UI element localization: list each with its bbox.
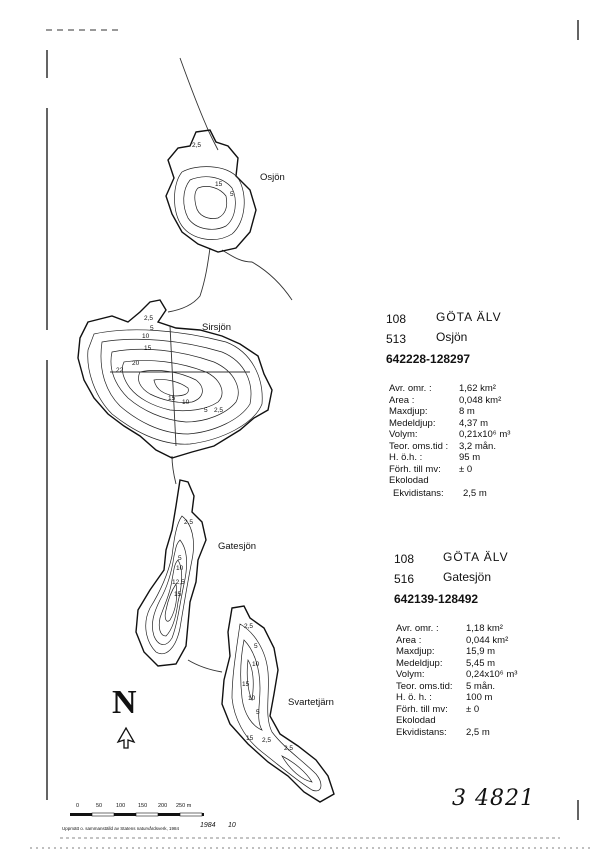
river-number: 108	[386, 312, 407, 326]
stats-labels	[389, 383, 448, 487]
lake-name-gatesjon: Gatesjön	[218, 541, 257, 552]
scale-bar	[70, 813, 204, 816]
lake-title: Gatesjön	[443, 570, 492, 584]
stat-label: Teor. oms.tid:	[396, 680, 453, 692]
depth-label: 15	[215, 181, 223, 188]
river-number: 108	[394, 552, 415, 566]
stream	[172, 456, 176, 484]
stream	[168, 248, 210, 312]
depth-label: 2,5	[262, 737, 272, 744]
stat-value: 5 mån.	[466, 680, 496, 692]
stat-label: Förh. till mv:	[396, 703, 448, 715]
depth-label: 5	[178, 555, 182, 562]
stats-values	[459, 383, 510, 475]
stat-label: Area :	[396, 634, 422, 646]
stat-label: H. ö. h. :	[396, 692, 432, 703]
stat-label: Medeldjup:	[396, 657, 443, 669]
stat-label: Förh. till mv:	[389, 463, 441, 475]
north-arrow	[118, 728, 134, 748]
stat-value: 0,21x10⁶ m³	[459, 429, 511, 440]
depth-label: 5	[150, 325, 154, 332]
depth-label: 12,5	[172, 579, 185, 586]
stat-value: 2,5 m	[463, 488, 487, 499]
lake-name-sirsjon: Sirsjön	[202, 322, 232, 333]
depth-label: 5	[204, 407, 208, 414]
lake-coordinates: 642139-128492	[394, 592, 479, 606]
stat-value: 3,2 mån.	[459, 440, 496, 452]
stat-label: Avr. omr. :	[396, 623, 439, 634]
depth-label: 15	[144, 345, 152, 352]
lake-osjon	[166, 130, 256, 252]
stat-label: Maxdjup:	[396, 646, 435, 657]
stat-value: 8 m	[459, 406, 475, 417]
stat-value: 0,044 km²	[466, 634, 509, 646]
stat-value: 4,37 m	[459, 417, 489, 429]
lake-number: 516	[394, 572, 415, 586]
depth-label: 10	[252, 661, 260, 668]
credits-text: Uppmätt o. sammanställd av Statens naturvårdsverk, 1984	[62, 826, 180, 831]
stat-value: 95 m	[459, 452, 481, 463]
stat-value: 0,048 km²	[459, 394, 502, 406]
river-name: GÖTA ÄLV	[436, 310, 502, 324]
depth-label: 2,5	[192, 142, 202, 149]
stream	[222, 250, 292, 300]
scale-tick: 250 m	[176, 803, 192, 809]
depth-label: 20	[132, 360, 140, 367]
depth-label: 2,5	[214, 407, 224, 414]
stat-value: 1,62 km²	[459, 383, 496, 394]
stat-value: 5,45 m	[466, 657, 496, 669]
footer-month: 10	[228, 822, 236, 829]
depth-label: 2,5	[184, 519, 194, 526]
depth-label: 15	[168, 395, 176, 402]
stat-value: 1,18 km²	[466, 623, 503, 634]
scale-tick: 150	[138, 803, 148, 809]
archive-number: 3 4821	[452, 786, 535, 811]
stat-label: Area :	[389, 394, 415, 406]
lake-title: Osjön	[436, 330, 468, 344]
depth-label: 5	[230, 191, 234, 198]
depth-label: 15	[174, 591, 182, 598]
depth-label: 2,5	[144, 315, 154, 322]
stats-values	[466, 623, 517, 738]
stream	[188, 660, 222, 672]
stat-label: Medeldjup:	[389, 417, 436, 429]
stat-label: Maxdjup:	[389, 406, 428, 417]
scale-tick: 200	[158, 803, 168, 809]
stat-label: Teor. oms.tid :	[389, 440, 449, 452]
stat-label: H. ö.h. :	[389, 452, 423, 463]
stat-label: Ekvidistans:	[396, 726, 447, 738]
lake-name-svartetjarn: Svartetjärn	[288, 697, 334, 708]
depth-label: 10	[182, 399, 190, 406]
lake-coordinates: 642228-128297	[386, 352, 471, 366]
depth-label: 15	[246, 735, 254, 742]
stat-label: Volym:	[389, 429, 418, 440]
river-name: GÖTA ÄLV	[443, 550, 509, 564]
depth-label: 5	[254, 643, 258, 650]
stat-label: Ekolodad	[396, 715, 436, 726]
depth-label: 10	[142, 333, 150, 340]
depth-label: 10	[248, 695, 256, 702]
lake-name-osjon: Osjön	[260, 172, 285, 183]
depth-label: 15	[242, 681, 250, 688]
depth-label: 10	[176, 565, 184, 572]
footer-year: 1984	[200, 822, 216, 829]
stat-label: Ekvidistans:	[393, 488, 444, 499]
stream	[180, 58, 218, 150]
depth-label: 5	[256, 709, 260, 716]
stat-label: Ekolodad	[389, 475, 429, 486]
lake-sirsjon	[78, 300, 272, 458]
north-letter: N	[112, 684, 137, 721]
stat-value: 15,9 m	[466, 646, 496, 657]
stat-label: Avr. omr. :	[389, 383, 432, 394]
survey-line	[170, 326, 176, 446]
stat-value: 100 m	[466, 692, 493, 703]
scale-tick: 100	[116, 803, 126, 809]
depth-label: 22	[116, 367, 124, 374]
lake-gatesjon	[136, 480, 206, 666]
stats-labels	[396, 623, 453, 738]
stat-value: ± 0	[459, 463, 473, 475]
depth-label: 2,5	[244, 623, 254, 630]
stat-value: 0,24x10⁶ m³	[466, 669, 518, 680]
stat-value: ± 0	[466, 703, 480, 715]
scale-tick: 50	[96, 803, 103, 809]
stat-label: Volym:	[396, 669, 425, 680]
lake-number: 513	[386, 332, 407, 346]
scale-tick: 0	[76, 803, 80, 809]
depth-label: 2,5	[284, 745, 294, 752]
stat-value: 2,5 m	[466, 726, 490, 738]
